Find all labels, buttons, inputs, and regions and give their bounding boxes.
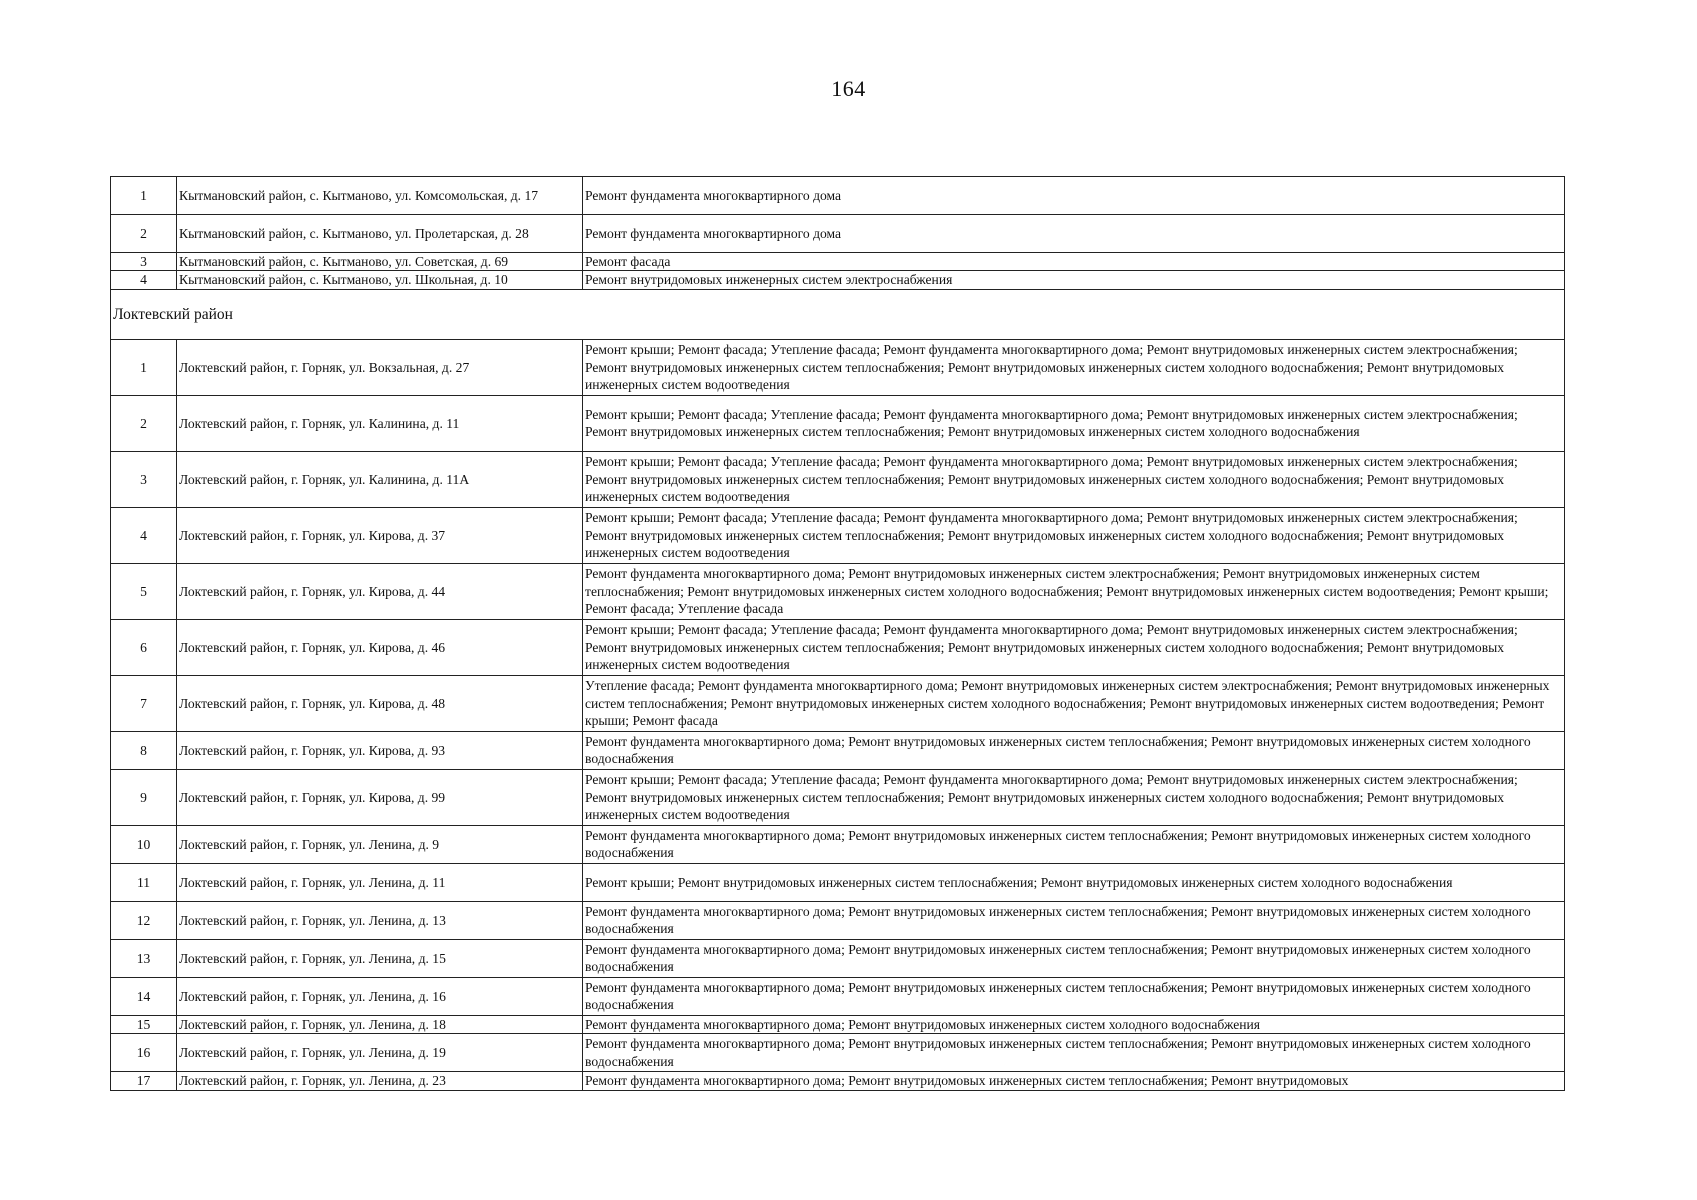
row-works: Ремонт фундамента многоквартирного дома; Ремонт внутридомовых инженерных систем холодного водоснабжения [583, 1015, 1565, 1033]
row-works: Ремонт фундамента многоквартирного дома [583, 215, 1565, 253]
table-row [111, 271, 1565, 289]
row-number: 3 [111, 253, 177, 271]
row-address: Локтевский район, г. Горняк, ул. Ленина, д. 13 [177, 901, 583, 939]
table-row [111, 619, 1565, 675]
row-address: Кытмановский район, с. Кытманово, ул. Пролетарская, д. 28 [177, 215, 583, 253]
table-row [111, 825, 1565, 863]
table-row [111, 1015, 1565, 1033]
row-address: Локтевский район, г. Горняк, ул. Ленина, д. 23 [177, 1072, 583, 1090]
row-works: Ремонт фундамента многоквартирного дома; Ремонт внутридомовых инженерных систем теплоснабжения; Ремонт внутридомовых [583, 1072, 1565, 1090]
row-number: 15 [111, 1015, 177, 1033]
table-row [111, 731, 1565, 769]
table-row [111, 395, 1565, 451]
row-works: Ремонт фундамента многоквартирного дома; Ремонт внутридомовых инженерных систем теплоснабжения; Ремонт внутридомовых инженерных систем холодного водоснабжения [583, 825, 1565, 863]
row-works: Ремонт крыши; Ремонт внутридомовых инженерных систем теплоснабжения; Ремонт внутридомовых инженерных систем холодного водоснабжения [583, 863, 1565, 901]
row-address: Локтевский район, г. Горняк, ул. Ленина, д. 9 [177, 825, 583, 863]
section-header-group [111, 289, 1565, 339]
row-number: 1 [111, 339, 177, 395]
row-works: Ремонт фундамента многоквартирного дома; Ремонт внутридомовых инженерных систем теплоснабжения; Ремонт внутридомовых инженерных систем холодного водоснабжения [583, 939, 1565, 977]
table-row [111, 863, 1565, 901]
table-row [111, 451, 1565, 507]
table-row [111, 939, 1565, 977]
row-number: 4 [111, 507, 177, 563]
row-address: Кытмановский район, с. Кытманово, ул. Школьная, д. 10 [177, 271, 583, 289]
row-works: Ремонт фундамента многоквартирного дома [583, 177, 1565, 215]
row-works: Ремонт крыши; Ремонт фасада; Утепление фасада; Ремонт фундамента многоквартирного дома; Ремонт внутридомовых инженерных систем электроснабжения; Ремонт внутридомовых инженерных систем теплоснабжения; Ремонт внутридомовых инженерных систем холодного водоснабжения; Ремонт внутридомовых инженерных систем водоотведения [583, 507, 1565, 563]
table-row [111, 339, 1565, 395]
row-address: Локтевский район, г. Горняк, ул. Ленина, д. 11 [177, 863, 583, 901]
row-number: 3 [111, 451, 177, 507]
row-number: 2 [111, 395, 177, 451]
table-row [111, 1034, 1565, 1072]
loktevsky-rows [111, 339, 1565, 1090]
row-address: Локтевский район, г. Горняк, ул. Ленина, д. 16 [177, 977, 583, 1015]
table-row [111, 507, 1565, 563]
row-address: Локтевский район, г. Горняк, ул. Кирова, д. 99 [177, 769, 583, 825]
row-works: Ремонт внутридомовых инженерных систем электроснабжения [583, 271, 1565, 289]
section-header: Локтевский район [111, 289, 1565, 339]
repair-register-table [110, 176, 1565, 1091]
table-row [111, 769, 1565, 825]
row-address: Локтевский район, г. Горняк, ул. Кирова, д. 44 [177, 563, 583, 619]
row-number: 17 [111, 1072, 177, 1090]
row-address: Локтевский район, г. Горняк, ул. Кирова, д. 37 [177, 507, 583, 563]
table-row [111, 901, 1565, 939]
row-number: 8 [111, 731, 177, 769]
section-header-row [111, 289, 1565, 339]
row-number: 1 [111, 177, 177, 215]
page-number: 164 [831, 76, 866, 101]
row-works: Ремонт крыши; Ремонт фасада; Утепление фасада; Ремонт фундамента многоквартирного дома; Ремонт внутридомовых инженерных систем электроснабжения; Ремонт внутридомовых инженерных систем теплоснабжения; Ремонт внутридомовых инженерных систем холодного водоснабжения; Ремонт внутридомовых инженерных систем водоотведения [583, 339, 1565, 395]
table-row [111, 1072, 1565, 1090]
kytmanovo-rows [111, 177, 1565, 290]
row-number: 6 [111, 619, 177, 675]
row-number: 10 [111, 825, 177, 863]
table-row [111, 253, 1565, 271]
row-works: Ремонт крыши; Ремонт фасада; Утепление фасада; Ремонт фундамента многоквартирного дома; Ремонт внутридомовых инженерных систем электроснабжения; Ремонт внутридомовых инженерных систем теплоснабжения; Ремонт внутридомовых инженерных систем холодного водоснабжения [583, 395, 1565, 451]
row-address: Локтевский район, г. Горняк, ул. Ленина, д. 15 [177, 939, 583, 977]
row-address: Кытмановский район, с. Кытманово, ул. Советская, д. 69 [177, 253, 583, 271]
table-row [111, 675, 1565, 731]
row-works: Ремонт фасада [583, 253, 1565, 271]
row-address: Локтевский район, г. Горняк, ул. Калинина, д. 11А [177, 451, 583, 507]
table-row [111, 977, 1565, 1015]
row-number: 9 [111, 769, 177, 825]
row-address: Локтевский район, г. Горняк, ул. Ленина, д. 19 [177, 1034, 583, 1072]
row-works: Утепление фасада; Ремонт фундамента многоквартирного дома; Ремонт внутридомовых инженерных систем электроснабжения; Ремонт внутридомовых инженерных систем теплоснабжения; Ремонт внутридомовых инженерных систем холодного водоснабжения; Ремонт внутридомовых инженерных систем водоотведения; Ремонт крыши; Ремонт фасада [583, 675, 1565, 731]
row-number: 12 [111, 901, 177, 939]
row-address: Локтевский район, г. Горняк, ул. Вокзальная, д. 27 [177, 339, 583, 395]
row-address: Локтевский район, г. Горняк, ул. Кирова, д. 48 [177, 675, 583, 731]
row-works: Ремонт фундамента многоквартирного дома; Ремонт внутридомовых инженерных систем теплоснабжения; Ремонт внутридомовых инженерных систем холодного водоснабжения [583, 1034, 1565, 1072]
table-row [111, 215, 1565, 253]
row-number: 11 [111, 863, 177, 901]
row-number: 13 [111, 939, 177, 977]
row-address: Локтевский район, г. Горняк, ул. Кирова, д. 46 [177, 619, 583, 675]
row-works: Ремонт крыши; Ремонт фасада; Утепление фасада; Ремонт фундамента многоквартирного дома; Ремонт внутридомовых инженерных систем электроснабжения; Ремонт внутридомовых инженерных систем теплоснабжения; Ремонт внутридомовых инженерных систем холодного водоснабжения; Ремонт внутридомовых инженерных систем водоотведения [583, 769, 1565, 825]
row-address: Кытмановский район, с. Кытманово, ул. Комсомольская, д. 17 [177, 177, 583, 215]
row-address: Локтевский район, г. Горняк, ул. Калинина, д. 11 [177, 395, 583, 451]
row-number: 5 [111, 563, 177, 619]
row-works: Ремонт фундамента многоквартирного дома; Ремонт внутридомовых инженерных систем теплоснабжения; Ремонт внутридомовых инженерных систем холодного водоснабжения [583, 901, 1565, 939]
row-number: 2 [111, 215, 177, 253]
row-number: 4 [111, 271, 177, 289]
row-works: Ремонт фундамента многоквартирного дома; Ремонт внутридомовых инженерных систем теплоснабжения; Ремонт внутридомовых инженерных систем холодного водоснабжения [583, 731, 1565, 769]
row-works: Ремонт фундамента многоквартирного дома; Ремонт внутридомовых инженерных систем теплоснабжения; Ремонт внутридомовых инженерных систем холодного водоснабжения [583, 977, 1565, 1015]
row-address: Локтевский район, г. Горняк, ул. Ленина, д. 18 [177, 1015, 583, 1033]
row-number: 7 [111, 675, 177, 731]
row-works: Ремонт фундамента многоквартирного дома; Ремонт внутридомовых инженерных систем электроснабжения; Ремонт внутридомовых инженерных систем теплоснабжения; Ремонт внутридомовых инженерных систем холодного водоснабжения; Ремонт внутридомовых инженерных систем водоотведения; Ремонт крыши; Ремонт фасада; Утепление фасада [583, 563, 1565, 619]
row-address: Локтевский район, г. Горняк, ул. Кирова, д. 93 [177, 731, 583, 769]
table-row [111, 177, 1565, 215]
row-works: Ремонт крыши; Ремонт фасада; Утепление фасада; Ремонт фундамента многоквартирного дома; Ремонт внутридомовых инженерных систем электроснабжения; Ремонт внутридомовых инженерных систем теплоснабжения; Ремонт внутридомовых инженерных систем холодного водоснабжения; Ремонт внутридомовых инженерных систем водоотведения [583, 619, 1565, 675]
row-number: 16 [111, 1034, 177, 1072]
table-row [111, 563, 1565, 619]
row-works: Ремонт крыши; Ремонт фасада; Утепление фасада; Ремонт фундамента многоквартирного дома; Ремонт внутридомовых инженерных систем электроснабжения; Ремонт внутридомовых инженерных систем теплоснабжения; Ремонт внутридомовых инженерных систем холодного водоснабжения; Ремонт внутридомовых инженерных систем водоотведения [583, 451, 1565, 507]
row-number: 14 [111, 977, 177, 1015]
